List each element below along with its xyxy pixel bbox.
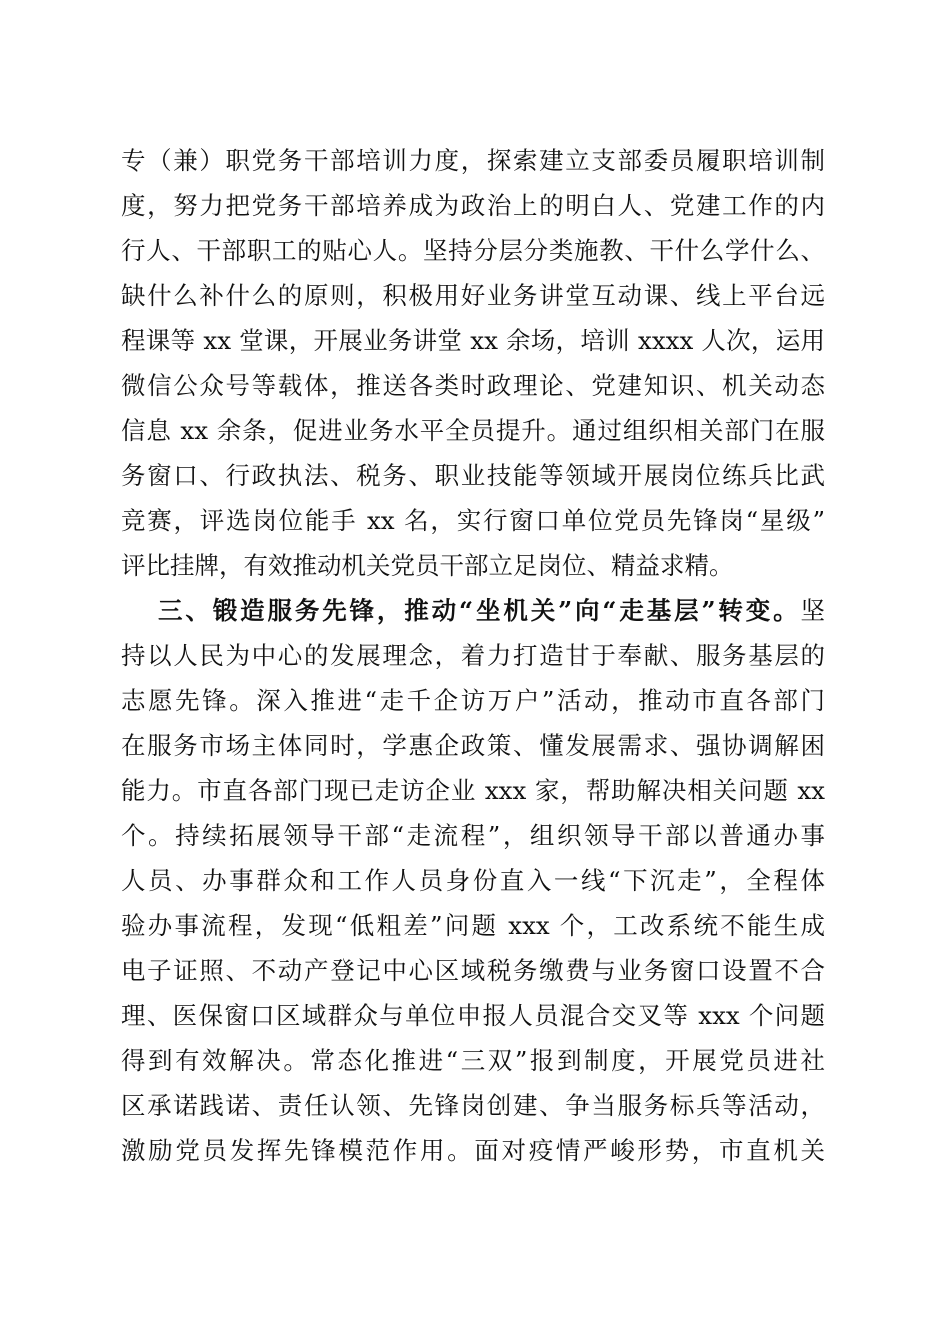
paragraph-line: 电子证照、不动产登记中心区域税务缴费与业务窗口设置不合 [121, 956, 825, 985]
paragraph-line: 专（兼）职党务干部培训力度，探索建立支部委员履职培训制 [121, 146, 825, 175]
paragraph-line: 在服务市场主体同时，学惠企政策、懂发展需求、强协调解困 [121, 731, 825, 760]
paragraph-line: 志愿先锋。深入推进“走千企访万户”活动，推动市直各部门 [121, 686, 825, 715]
paragraph-line: 信息 xx 余条，促进业务水平全员提升。通过组织相关部门在服 [121, 416, 825, 445]
paragraph-line: 程课等 xx 堂课，开展业务讲堂 xx 余场，培训 xxxx 人次，运用 [121, 326, 825, 355]
section-heading: 三、锻造服务先锋，推动“坐机关”向“走基层”转变。 [158, 596, 801, 625]
paragraph-line: 验办事流程，发现“低粗差”问题 xxx 个，工改系统不能生成 [121, 911, 825, 940]
paragraph-line: 持以人民为中心的发展理念，着力打造甘于奉献、服务基层的 [121, 641, 825, 670]
paragraph-line: 缺什么补什么的原则，积极用好业务讲堂互动课、线上平台远 [121, 281, 825, 310]
paragraph-line: 区承诺践诺、责任认领、先锋岗创建、争当服务标兵等活动， [121, 1091, 825, 1120]
paragraph-line: 度，努力把党务干部培养成为政治上的明白人、党建工作的内 [121, 191, 825, 220]
paragraph-line: 评比挂牌，有效推动机关党员干部立足岗位、精益求精。 [121, 551, 734, 580]
paragraph-line: 激励党员发挥先锋模范作用。面对疫情严峻形势，市直机关 [121, 1136, 825, 1165]
section-heading-tail: 坚 [800, 596, 825, 625]
section-heading-line [158, 596, 825, 626]
paragraph-line: 个。持续拓展领导干部“走流程”，组织领导干部以普通办事 [121, 821, 825, 850]
paragraph-line: 得到有效解决。常态化推进“三双”报到制度，开展党员进社 [121, 1046, 825, 1075]
paragraph-line: 行人、干部职工的贴心人。坚持分层分类施教、干什么学什么、 [121, 236, 825, 265]
paragraph-line: 理、医保窗口区域群众与单位申报人员混合交叉等 xxx 个问题 [121, 1001, 825, 1030]
paragraph-line: 务窗口、行政执法、税务、职业技能等领域开展岗位练兵比武 [121, 461, 825, 490]
paragraph-line: 竞赛，评选岗位能手 xx 名，实行窗口单位党员先锋岗“星级” [121, 506, 825, 535]
paragraph-line: 微信公众号等载体，推送各类时政理论、党建知识、机关动态 [121, 371, 825, 400]
paragraph-line: 人员、办事群众和工作人员身份直入一线“下沉走”，全程体 [121, 866, 825, 895]
paragraph-line: 能力。市直各部门现已走访企业 xxx 家，帮助解决相关问题 xx [121, 776, 825, 805]
